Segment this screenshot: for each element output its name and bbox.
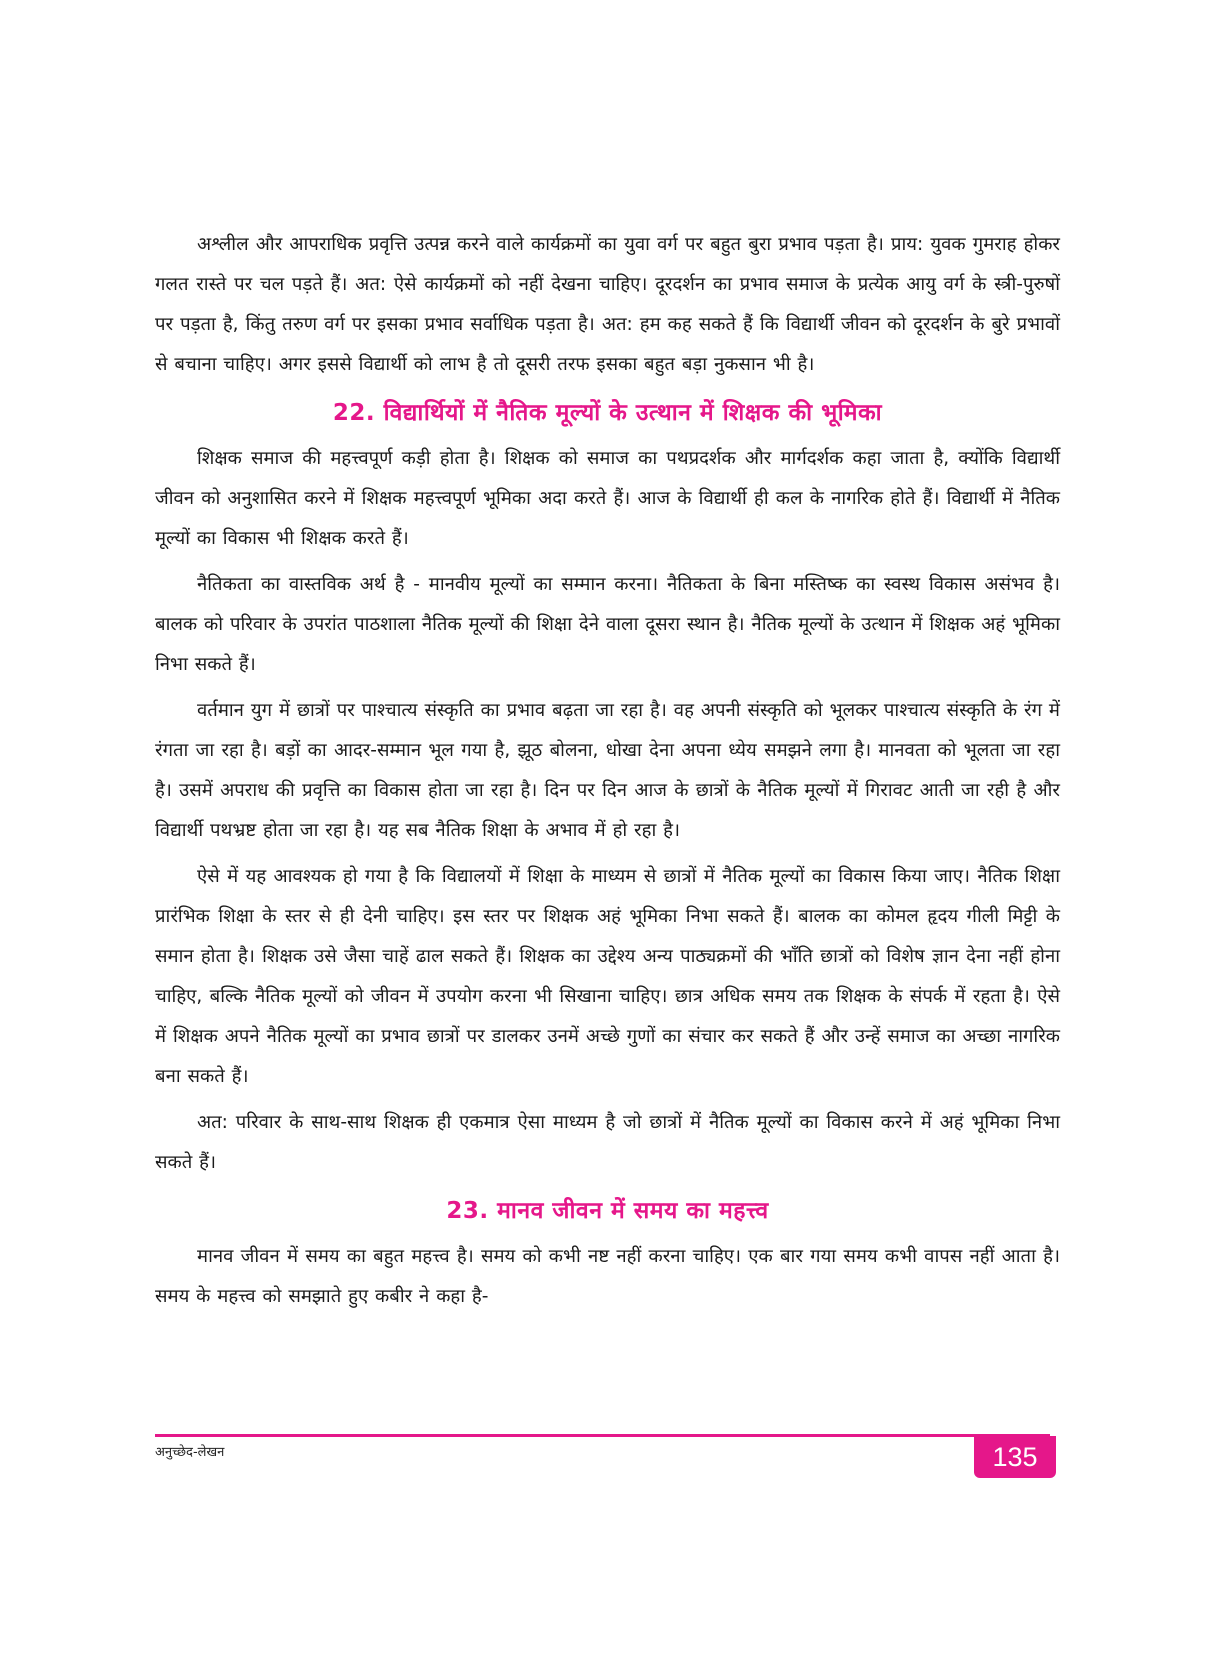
intro-paragraph: अश्लील और आपराधिक प्रवृत्ति उत्पन्न करने वाले कार्यक्रमों का युवा वर्ग पर बहुत बुरा प्रभाव पड़ता है। प्राय: युवक गुमराह होकर गलत रास्ते पर चल पड़ते हैं। अत: ऐसे कार्यक्रमों को नहीं देखना चाहिए। दूरदर्शन का प्रभाव समाज के प्रत्येक आयु वर्ग के स्त्री-पुरुषों पर पड़ता है, किंतु तरुण वर्ग पर इसका प्रभाव सर्वाधिक पड़ता है। अत: हम कह सकते हैं कि विद्यार्थी जीवन को दूरदर्शन के बुरे प्रभावों से बचाना चाहिए। अगर इससे विद्यार्थी को लाभ है तो दूसरी तरफ इसका बहुत बड़ा नुकसान भी है। [155, 234, 1060, 375]
page-number-badge: 135 [974, 1436, 1056, 1478]
section-22-paragraph-5: अत: परिवार के साथ-साथ शिक्षक ही एकमात्र ऐसा माध्यम है जो छात्रों में नैतिक मूल्यों का विकास करने में अहं भूमिका निभा सकते हैं। [155, 1112, 1060, 1173]
section-23-paragraph-1: मानव जीवन में समय का बहुत महत्त्व है। समय को कभी नष्ट नहीं करना चाहिए। एक बार गया समय कभी वापस नहीं आता है। समय के महत्त्व को समझाते हुए कबीर ने कहा है- [155, 1246, 1060, 1307]
footer-divider [155, 1434, 1050, 1437]
section-23-heading: 23. मानव जीवन में समय का महत्त्व [446, 1198, 769, 1224]
footer-label: अनुच्छेद-लेखन [155, 1445, 225, 1460]
section-22-paragraph-1: शिक्षक समाज की महत्त्वपूर्ण कड़ी होता है। शिक्षक को समाज का पथप्रदर्शक और मार्गदर्शक कहा जाता है, क्योंकि विद्यार्थी जीवन को अनुशासित करने में शिक्षक महत्त्वपूर्ण भूमिका अदा करते हैं। आज के विद्यार्थी ही कल के नागरिक होते हैं। विद्यार्थी में नैतिक मूल्यों का विकास भी शिक्षक करते हैं। [155, 448, 1060, 549]
section-22-paragraph-2: नैतिकता का वास्तविक अर्थ है - मानवीय मूल्यों का सम्मान करना। नैतिकता के बिना मस्तिष्क का स्वस्थ विकास असंभव है। बालक को परिवार के उपरांत पाठशाला नैतिक मूल्यों की शिक्षा देने वाला दूसरा स्थान है। नैतिक मूल्यों के उत्थान में शिक्षक अहं भूमिका निभा सकते हैं। [155, 574, 1060, 675]
section-22-paragraph-3: वर्तमान युग में छात्रों पर पाश्चात्य संस्कृति का प्रभाव बढ़ता जा रहा है। वह अपनी संस्कृति को भूलकर पाश्चात्य संस्कृति के रंग में रंगता जा रहा है। बड़ों का आदर-सम्मान भूल गया है, झूठ बोलना, धोखा देना अपना ध्येय समझने लगा है। मानवता को भूलता जा रहा है। उसमें अपराध की प्रवृत्ति का विकास होता जा रहा है। दिन पर दिन आज के छात्रों के नैतिक मूल्यों में गिरावट आती जा रही है और विद्यार्थी पथभ्रष्ट होता जा रहा है। यह सब नैतिक शिक्षा के अभाव में हो रहा है। [155, 700, 1060, 841]
section-22-heading: 22. विद्यार्थियों में नैतिक मूल्यों के उत्थान में शिक्षक की भूमिका [332, 400, 883, 426]
page-content [155, 225, 1060, 1323]
section-22-paragraph-4: ऐसे में यह आवश्यक हो गया है कि विद्यालयों में शिक्षा के माध्यम से छात्रों में नैतिक मूल्यों का विकास किया जाए। नैतिक शिक्षा प्रारंभिक शिक्षा के स्तर से ही देनी चाहिए। इस स्तर पर शिक्षक अहं भूमिका निभा सकते हैं। बालक का कोमल हृदय गीली मिट्टी के समान होता है। शिक्षक उसे जैसा चाहें ढाल सकते हैं। शिक्षक का उद्देश्य अन्य पाठ्यक्रमों की भाँति छात्रों को विशेष ज्ञान देना नहीं होना चाहिए, बल्कि नैतिक मूल्यों को जीवन में उपयोग करना भी सिखाना चाहिए। छात्र अधिक समय तक शिक्षक के संपर्क में रहता है। ऐसे में शिक्षक अपने नैतिक मूल्यों का प्रभाव छात्रों पर डालकर उनमें अच्छे गुणों का संचार कर सकते हैं और उन्हें समाज का अच्छा नागरिक बना सकते हैं। [155, 866, 1060, 1087]
